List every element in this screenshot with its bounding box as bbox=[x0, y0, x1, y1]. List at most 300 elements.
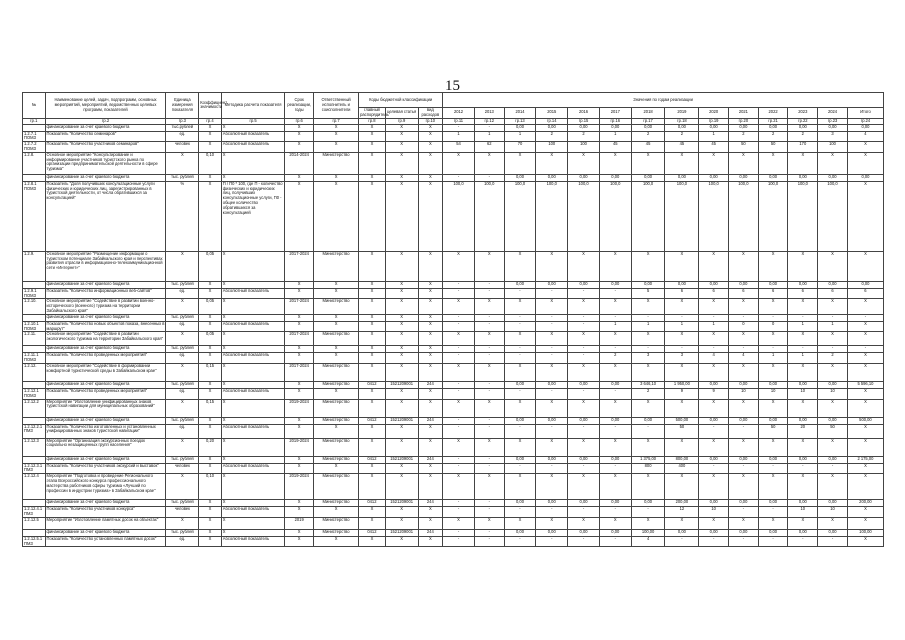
table-cell: Министерство bbox=[314, 299, 359, 314]
table-cell: 100,0 bbox=[599, 181, 631, 251]
table-cell: Министерство bbox=[314, 456, 359, 463]
table-cell: Х bbox=[599, 438, 631, 456]
row-number: 1.2.10. bbox=[23, 299, 46, 314]
table-cell: Х bbox=[385, 332, 418, 346]
table-cell: 2014-2024 bbox=[285, 152, 314, 174]
table-cell: 9 bbox=[699, 388, 729, 399]
table-cell: - bbox=[474, 314, 504, 321]
table-cell: - bbox=[729, 536, 759, 547]
table-cell: - bbox=[568, 388, 600, 399]
table-cell: Абсолютный показатель bbox=[221, 424, 285, 438]
table-cell: - bbox=[729, 314, 759, 321]
table-cell: Х bbox=[788, 251, 818, 281]
table-cell: 50 bbox=[665, 424, 699, 438]
table-cell: Х bbox=[166, 517, 199, 529]
table-cell: тыс.рублей bbox=[166, 124, 199, 131]
table-cell: Х bbox=[314, 353, 359, 364]
table-cell: Министерство bbox=[314, 474, 359, 500]
table-cell: - bbox=[474, 536, 504, 547]
table-cell: - bbox=[631, 314, 665, 321]
table-cell: 244 bbox=[418, 529, 443, 536]
table-cell: 2019-2024 bbox=[285, 438, 314, 456]
table-cell: - bbox=[818, 346, 848, 353]
table-cell: Х bbox=[788, 517, 818, 529]
table-cell: Х bbox=[359, 314, 386, 321]
table-cell: - bbox=[847, 346, 883, 353]
table-cell: Х bbox=[221, 500, 285, 507]
table-cell: 100,0 bbox=[443, 181, 475, 251]
row-name: Показатель "Количество новых объектов показа, внесенных в маршрут" bbox=[46, 320, 165, 331]
table-cell: 2 bbox=[788, 131, 818, 142]
table-row bbox=[23, 388, 884, 399]
financing-row bbox=[23, 142, 884, 153]
table-cell: Х bbox=[221, 251, 285, 281]
table-cell: - bbox=[443, 424, 475, 438]
table-cell: Х bbox=[568, 152, 600, 174]
table-cell: 0,00 bbox=[536, 174, 568, 181]
table-cell: Х bbox=[504, 299, 536, 314]
table-cell: 0,00 bbox=[504, 281, 536, 288]
table-cell: 0,05 bbox=[199, 299, 222, 314]
table-cell: - bbox=[474, 500, 504, 507]
table-cell: - bbox=[758, 536, 788, 547]
financing-row bbox=[23, 346, 884, 353]
table-cell: 2 bbox=[568, 131, 600, 142]
table-cell: Х bbox=[221, 314, 285, 321]
financing-row bbox=[23, 131, 884, 142]
table-cell: Х bbox=[199, 124, 222, 131]
table-cell: Х bbox=[599, 474, 631, 500]
header-year: 2021 bbox=[729, 108, 759, 119]
table-cell: - bbox=[665, 314, 699, 321]
table-cell: - bbox=[729, 507, 759, 518]
table-cell: 0,00 bbox=[729, 456, 759, 463]
table-cell: 0,00 bbox=[631, 500, 665, 507]
table-cell: Х bbox=[359, 424, 386, 438]
table-cell: Х bbox=[729, 363, 759, 381]
table-cell: Абсолютный показатель bbox=[221, 288, 285, 299]
table-cell: 0,00 bbox=[599, 281, 631, 288]
column-index: гр.22 bbox=[788, 118, 818, 124]
table-cell: Х bbox=[385, 536, 418, 547]
table-cell: 0,00 bbox=[536, 529, 568, 536]
table-cell: Министерство bbox=[314, 500, 359, 507]
table-cell: Х bbox=[418, 517, 443, 529]
row-number: 1.2.11. bbox=[23, 332, 46, 346]
program-table bbox=[22, 92, 884, 547]
table-cell: Х bbox=[699, 152, 729, 174]
table-cell: 1 bbox=[443, 131, 475, 142]
table-cell: 50 bbox=[818, 424, 848, 438]
table-cell: 4 bbox=[631, 536, 665, 547]
table-cell: Министерство bbox=[314, 529, 359, 536]
table-cell: Х bbox=[847, 517, 883, 529]
table-cell: 2017-2024 bbox=[285, 251, 314, 281]
table-cell: Х bbox=[788, 438, 818, 456]
table-cell: - bbox=[504, 463, 536, 474]
table-cell: - bbox=[568, 353, 600, 364]
table-cell: 0,00 bbox=[665, 124, 699, 131]
table-row bbox=[23, 288, 884, 299]
table-cell: Х bbox=[847, 507, 883, 518]
table-cell: Х bbox=[418, 299, 443, 314]
table-cell: 2 175,00 bbox=[847, 456, 883, 463]
table-cell: Х bbox=[504, 251, 536, 281]
table-cell: Х bbox=[474, 299, 504, 314]
table-cell: Х bbox=[847, 536, 883, 547]
table-cell: 0,00 bbox=[699, 174, 729, 181]
table-cell: Х bbox=[599, 399, 631, 417]
table-cell: 0,00 bbox=[599, 456, 631, 463]
table-cell: ед. bbox=[166, 424, 199, 438]
column-index: гр.4 bbox=[199, 118, 222, 124]
row-number: 1.2.12.1 ПОМЗ bbox=[23, 388, 46, 399]
table-cell: Х bbox=[665, 299, 699, 314]
table-cell: - bbox=[699, 536, 729, 547]
table-cell: 0,00 bbox=[599, 417, 631, 424]
table-cell: Х bbox=[385, 251, 418, 281]
table-cell: - bbox=[474, 288, 504, 299]
table-cell: 0,00 bbox=[599, 124, 631, 131]
table-cell: Х bbox=[536, 438, 568, 456]
table-cell: 2 bbox=[758, 131, 788, 142]
table-cell: 0,00 bbox=[788, 456, 818, 463]
table-cell: Х bbox=[199, 500, 222, 507]
header-code-admin: главный распорядитель bbox=[360, 107, 389, 117]
table-cell: Х bbox=[536, 251, 568, 281]
table-row bbox=[23, 353, 884, 364]
table-row bbox=[23, 399, 884, 417]
table-cell: - bbox=[504, 507, 536, 518]
table-cell: 100 bbox=[818, 142, 848, 153]
row-name: Мероприятие "Изготовление памятных досок на объектах" bbox=[45, 517, 166, 529]
table-cell: 0,00 bbox=[665, 529, 699, 536]
table-cell: - bbox=[443, 388, 475, 399]
table-cell: 0,10 bbox=[199, 152, 222, 174]
table-cell: 0,00 bbox=[788, 529, 818, 536]
table-cell: 0,00 bbox=[788, 124, 818, 131]
table-cell: Х bbox=[474, 474, 504, 500]
row-number bbox=[23, 417, 46, 424]
table-cell: 1 bbox=[818, 321, 848, 332]
row-name: Показатель "Количество участников конкурса" bbox=[45, 507, 166, 518]
table-cell: Х bbox=[568, 438, 600, 456]
table-cell: Министерство bbox=[314, 399, 359, 417]
header-codes-group: Коды бюджетной классификации bbox=[359, 93, 443, 108]
row-number: 1.2.12.2.1 ПМЗ bbox=[23, 424, 46, 438]
table-cell: Х bbox=[568, 399, 600, 417]
table-cell: Х bbox=[418, 399, 443, 417]
table-cell: 0,00 bbox=[758, 281, 788, 288]
table-cell: 1 bbox=[788, 353, 818, 364]
table-cell: ед. bbox=[166, 353, 199, 364]
table-cell: - bbox=[474, 124, 504, 131]
table-cell: 100,0 bbox=[568, 181, 600, 251]
table-cell: 1 bbox=[599, 131, 631, 142]
table-cell: Х bbox=[221, 381, 285, 388]
table-cell: Х bbox=[418, 388, 443, 399]
table-cell: 0,00 bbox=[699, 417, 729, 424]
table-cell: Х bbox=[568, 332, 600, 346]
table-cell: 244 bbox=[418, 381, 443, 388]
table-cell: Х bbox=[418, 507, 443, 518]
table-cell: - bbox=[568, 424, 600, 438]
table-row bbox=[23, 517, 884, 529]
table-cell: 100,0 bbox=[631, 181, 665, 251]
table-cell: Х bbox=[631, 517, 665, 529]
table-cell: Х bbox=[474, 517, 504, 529]
table-cell: - bbox=[504, 388, 536, 399]
table-cell: Х bbox=[385, 131, 418, 142]
table-cell: Х bbox=[221, 438, 285, 456]
table-cell: Х bbox=[758, 332, 788, 346]
table-cell: ед. bbox=[166, 288, 199, 299]
table-cell: Х bbox=[314, 281, 359, 288]
table-cell: Х bbox=[199, 142, 222, 153]
table-cell: Х bbox=[221, 174, 285, 181]
table-cell: Х bbox=[285, 124, 314, 131]
table-cell: Х bbox=[221, 399, 285, 417]
table-cell: 2019-2024 bbox=[285, 399, 314, 417]
table-cell: 1 bbox=[758, 353, 788, 364]
table-cell: Х bbox=[199, 463, 222, 474]
table-cell: тыс. рублей bbox=[166, 314, 199, 321]
row-name: Мероприятие "Изготовление унифицированных знаков туристской навигации для муниципальных образований" bbox=[45, 399, 166, 417]
table-cell: Х bbox=[385, 399, 418, 417]
table-cell: 0,00 bbox=[729, 174, 759, 181]
table-cell: Х bbox=[665, 517, 699, 529]
table-cell: Х bbox=[474, 152, 504, 174]
table-cell: 4 bbox=[847, 131, 883, 142]
table-cell: Х bbox=[359, 288, 386, 299]
table-cell: Х bbox=[385, 346, 418, 353]
table-cell: Х bbox=[599, 251, 631, 281]
table-cell: 0,00 bbox=[536, 500, 568, 507]
table-cell: Х bbox=[285, 281, 314, 288]
table-cell: Х bbox=[788, 299, 818, 314]
table-cell: Х bbox=[385, 142, 418, 153]
table-cell: Х bbox=[568, 251, 600, 281]
table-cell: 0,00 bbox=[504, 529, 536, 536]
row-name: Показатель "Количество информационных веб-сайтов" bbox=[45, 288, 166, 299]
table-cell: Х bbox=[359, 517, 386, 529]
table-cell: Х bbox=[631, 363, 665, 381]
header-term: Срок реализации, годы bbox=[285, 93, 314, 119]
header-code-target: целевая статья bbox=[385, 108, 418, 119]
header-year: 2024 bbox=[818, 108, 848, 119]
table-cell: Х bbox=[699, 438, 729, 456]
table-cell: Х bbox=[359, 438, 386, 456]
table-cell: Х bbox=[314, 142, 359, 153]
table-cell: Х bbox=[536, 474, 568, 500]
row-name: Основное мероприятие "Размещение информации о туристском потенциале Забайкальского края и перспективах развития отрасли в информационно-телекоммуникационной сети «Интернет»" bbox=[45, 251, 166, 281]
table-cell: 500,00 bbox=[665, 417, 699, 424]
table-cell: 0,20 bbox=[199, 438, 222, 456]
table-cell: 0,00 bbox=[788, 500, 818, 507]
table-cell: - bbox=[536, 463, 568, 474]
table-cell: - bbox=[474, 346, 504, 353]
table-cell: 0,00 bbox=[504, 381, 536, 388]
table-cell: Х bbox=[314, 321, 359, 332]
table-cell: 3 bbox=[818, 131, 848, 142]
table-cell: Х bbox=[359, 363, 386, 381]
table-cell: 100 bbox=[536, 142, 568, 153]
table-cell: 45 bbox=[631, 142, 665, 153]
table-cell: 1521209001 bbox=[385, 456, 418, 463]
row-name: финансирование за счет краевого бюджета bbox=[45, 381, 166, 388]
table-cell: - bbox=[443, 417, 475, 424]
table-cell: 0,00 bbox=[847, 174, 883, 181]
table-cell: Х bbox=[199, 529, 222, 536]
table-cell: Х bbox=[199, 517, 222, 529]
table-cell: - bbox=[536, 507, 568, 518]
row-name: финансирование за счет краевого бюджета bbox=[45, 500, 166, 507]
table-cell: Х bbox=[285, 288, 314, 299]
table-cell: - bbox=[665, 536, 699, 547]
table-cell: ед. bbox=[166, 321, 199, 332]
table-cell: 0,00 bbox=[758, 417, 788, 424]
table-cell: - bbox=[599, 346, 631, 353]
table-cell: - bbox=[474, 388, 504, 399]
header-code-type: вид расходов bbox=[418, 108, 443, 119]
table-cell: Х bbox=[536, 399, 568, 417]
table-cell: Х bbox=[699, 332, 729, 346]
table-cell: 0,00 bbox=[631, 124, 665, 131]
table-cell: Х bbox=[443, 517, 475, 529]
table-cell: - bbox=[443, 321, 475, 332]
table-cell: Х bbox=[285, 181, 314, 251]
table-cell: тыс. рублей bbox=[166, 500, 199, 507]
table-cell: 1 bbox=[631, 321, 665, 332]
table-cell: Х bbox=[285, 381, 314, 388]
row-name: финансирование за счет краевого бюджета bbox=[45, 456, 166, 463]
table-cell: Х bbox=[758, 474, 788, 500]
table-cell: 2017-2024 bbox=[285, 363, 314, 381]
table-cell: Х bbox=[314, 346, 359, 353]
table-cell: Х bbox=[359, 346, 386, 353]
table-cell: Х bbox=[314, 124, 359, 131]
table-cell: тыс. рублей bbox=[166, 417, 199, 424]
table-cell: Х bbox=[665, 399, 699, 417]
table-cell: Х bbox=[359, 507, 386, 518]
table-cell: - bbox=[536, 536, 568, 547]
table-cell: - bbox=[474, 529, 504, 536]
table-cell: 1 375,00 bbox=[631, 456, 665, 463]
table-row bbox=[23, 507, 884, 518]
column-index: гр.17 bbox=[631, 118, 665, 124]
table-cell: 9 bbox=[665, 388, 699, 399]
row-number: 1.2.8. bbox=[23, 152, 46, 174]
table-cell: Х bbox=[788, 152, 818, 174]
column-index: гр.20 bbox=[729, 118, 759, 124]
table-row bbox=[23, 332, 884, 346]
table-cell: Х bbox=[631, 399, 665, 417]
table-cell: Х bbox=[729, 438, 759, 456]
table-cell: Х bbox=[818, 399, 848, 417]
table-cell: Х bbox=[385, 353, 418, 364]
table-cell: 100,0 bbox=[818, 181, 848, 251]
table-cell: 100,0 bbox=[504, 181, 536, 251]
table-cell: Х bbox=[285, 321, 314, 332]
table-cell: - bbox=[599, 536, 631, 547]
table-cell: Х bbox=[221, 281, 285, 288]
table-cell: 1521209001 bbox=[385, 529, 418, 536]
table-row bbox=[23, 152, 884, 174]
table-cell: 100,0 bbox=[699, 181, 729, 251]
table-cell: 0,00 bbox=[536, 381, 568, 388]
table-cell: 0 bbox=[758, 321, 788, 332]
table-cell: - bbox=[474, 321, 504, 332]
table-cell: 0,00 bbox=[665, 281, 699, 288]
table-cell: Х bbox=[285, 388, 314, 399]
table-cell: Х bbox=[536, 332, 568, 346]
table-cell: - bbox=[443, 381, 475, 388]
table-cell: Х bbox=[359, 181, 386, 251]
table-cell: Х bbox=[385, 438, 418, 456]
table-cell: Х bbox=[199, 353, 222, 364]
table-cell: - bbox=[443, 353, 475, 364]
table-cell: - bbox=[599, 314, 631, 321]
table-cell: Х bbox=[847, 463, 883, 474]
table-cell: - bbox=[443, 529, 475, 536]
table-cell: 0,00 bbox=[729, 124, 759, 131]
table-cell: Х bbox=[504, 474, 536, 500]
table-cell: Х bbox=[474, 399, 504, 417]
table-cell: Х bbox=[818, 299, 848, 314]
table-cell: Х bbox=[166, 399, 199, 417]
row-name: Показатель "Доля получивших консультационные услуги физических и юридических лиц, зарегистрированных в туристской деятельности, от числа обратившихся за консультацией" bbox=[45, 181, 166, 251]
table-cell: Х bbox=[665, 251, 699, 281]
table-cell: Х bbox=[847, 438, 883, 456]
table-cell: 1521209001 bbox=[385, 381, 418, 388]
table-cell: Х bbox=[199, 181, 222, 251]
column-index: гр.19 bbox=[699, 118, 729, 124]
table-cell: - bbox=[504, 314, 536, 321]
table-cell: - bbox=[758, 346, 788, 353]
table-cell: 0,00 bbox=[729, 281, 759, 288]
table-cell: - bbox=[536, 346, 568, 353]
table-cell: 244 bbox=[418, 456, 443, 463]
table-cell: Х bbox=[504, 517, 536, 529]
table-cell: 0412 bbox=[359, 456, 386, 463]
table-cell: 12 bbox=[665, 507, 699, 518]
table-cell: 0,00 bbox=[758, 124, 788, 131]
table-cell: 0,00 bbox=[818, 174, 848, 181]
table-cell: Х bbox=[166, 363, 199, 381]
table-cell: 0,00 bbox=[665, 174, 699, 181]
table-cell: Х bbox=[847, 321, 883, 332]
table-cell: 0,00 bbox=[818, 500, 848, 507]
table-cell: 0,00 bbox=[758, 381, 788, 388]
table-cell: Х bbox=[166, 474, 199, 500]
column-index: гр.13 bbox=[504, 118, 536, 124]
table-cell: - bbox=[631, 424, 665, 438]
table-cell: 6 bbox=[818, 288, 848, 299]
table-cell: - bbox=[474, 174, 504, 181]
table-cell: 0,00 bbox=[758, 529, 788, 536]
table-cell: Х bbox=[314, 131, 359, 142]
table-cell: 10 bbox=[818, 507, 848, 518]
table-cell: 0,00 bbox=[504, 500, 536, 507]
table-cell: Х bbox=[199, 536, 222, 547]
table-cell: 1 bbox=[504, 131, 536, 142]
table-cell: ед. bbox=[166, 131, 199, 142]
table-cell: 0,00 bbox=[568, 500, 600, 507]
table-cell: Х bbox=[847, 152, 883, 174]
table-cell: Х bbox=[285, 353, 314, 364]
table-cell: - bbox=[536, 424, 568, 438]
table-cell: 0,00 bbox=[599, 529, 631, 536]
